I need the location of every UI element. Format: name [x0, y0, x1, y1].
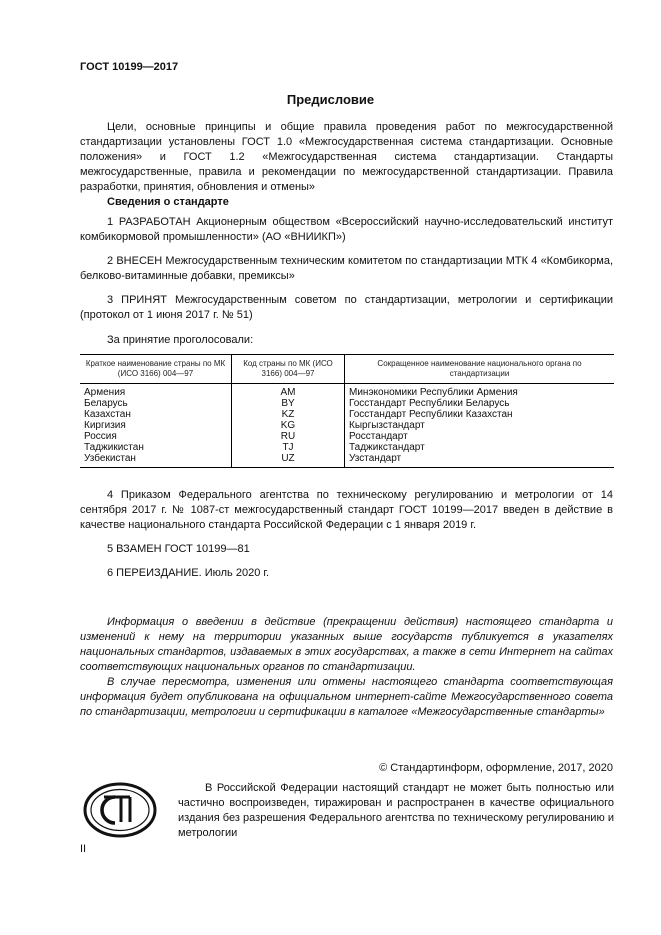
- notice-paragraph-1: Информация о введении в действие (прекращении действия) настоящего стандарта и изменений к нему на территории указанных выше государств публикуется в указателях национальных стандартов, издаваемых в этих государствах, а также в сети Интернет на сайтах соответствующих национальных органов по стандартизации.: [80, 616, 613, 673]
- item-developed: 1 РАЗРАБОТАН Акционерным обществом «Всероссийский научно-исследовательский институт комбикормовой промышленности» (АО «ВНИИКП»): [80, 216, 613, 243]
- table-header-row: [80, 355, 614, 384]
- country-code: KG: [232, 420, 345, 431]
- copyright-line: © Стандартинформ, оформление, 2017, 2020: [379, 762, 613, 774]
- standards-body: Кыргызстандарт: [349, 420, 425, 431]
- document-header: ГОСТ 10199—2017: [80, 61, 179, 73]
- item-reissue: 6 ПЕРЕИЗДАНИЕ. Июль 2020 г.: [107, 567, 270, 579]
- header-country-code: Код страны по МК (ИСО 3166) 004—97: [232, 355, 345, 384]
- country-code: TJ: [232, 442, 345, 453]
- section-title: Сведения о стандарте: [107, 196, 229, 208]
- header-country-name: Краткое наименование страны по МК (ИСО 3166) 004—97: [80, 355, 232, 384]
- table-row: [80, 409, 614, 420]
- table-row: [80, 420, 614, 431]
- item-replaces: 5 ВЗАМЕН ГОСТ 10199—81: [107, 543, 250, 555]
- country-code: UZ: [232, 453, 345, 468]
- item-order: 4 Приказом Федерального агентства по техническому регулированию и метрологии от 14 сентября 2017 г. № 1087-ст межгосударственный стандарт ГОСТ 10199—2017 введен в действие в качестве национального стандарта Российской Федерации с 1 января 2019 г.: [80, 489, 613, 531]
- table-row: [80, 431, 614, 442]
- country-name: Россия: [80, 431, 232, 442]
- table-row: [80, 453, 614, 468]
- countries-table: [80, 354, 614, 468]
- country-name: Киргизия: [80, 420, 232, 431]
- country-name: Узбекистан: [80, 453, 232, 468]
- rights-notice: В Российской Федерации настоящий стандарт не может быть полностью или частично воспроизведен, тиражирован и распространен в качестве официального издания без разрешения Федерального агентства по техническому регулированию и метрологии: [178, 782, 614, 839]
- standards-body: Госстандарт Республики Казахстан: [349, 409, 513, 420]
- item-adopted: 3 ПРИНЯТ Межгосударственным советом по стандартизации, метрологии и сертификации (протокол от 1 июня 2017 г. № 51): [80, 294, 613, 321]
- standards-body: Госстандарт Республики Беларусь: [349, 398, 510, 409]
- country-name: Таджикистан: [80, 442, 232, 453]
- country-code: KZ: [232, 409, 345, 420]
- country-name: Казахстан: [80, 409, 232, 420]
- standards-body: Таджикстандарт: [349, 442, 425, 453]
- country-code: AM: [232, 384, 345, 399]
- gost-r-logo-icon: [82, 780, 158, 840]
- vote-label: За принятие проголосовали:: [107, 334, 254, 346]
- country-code: BY: [232, 398, 345, 409]
- standards-body: Росстандарт: [349, 431, 408, 442]
- preface-title: Предисловие: [286, 92, 375, 107]
- country-code: RU: [232, 431, 345, 442]
- notice-paragraph-2: В случае пересмотра, изменения или отмены настоящего стандарта соответствующая информация будет опубликована на официальном интернет-сайте Межгосударственного совета по стандартизации, метрологии и сертификации в каталоге «Межгосударственные стандарты»: [80, 676, 613, 718]
- standards-body: Узстандарт: [345, 453, 615, 468]
- table-row: [80, 398, 614, 409]
- page-number: II: [80, 843, 87, 855]
- table-row: [80, 384, 614, 399]
- preface-intro: Цели, основные принципы и общие правила проведения работ по межгосударственной стандартизации установлены ГОСТ 1.0 «Межгосударственная система стандартизации. Основные положения» и ГОСТ 1.2 «Межгосударственная система стандартизации. Стандарты межгосударственные, правила и рекомендации по межгосударственной стандартизации. Правила разработки, принятия, обновления и отмены»: [80, 121, 613, 193]
- country-name: Беларусь: [80, 398, 232, 409]
- header-standards-body: Сокращенное наименование национального органа по стандартизации: [345, 355, 615, 384]
- table-row: [80, 442, 614, 453]
- country-name: Армения: [80, 384, 232, 399]
- standards-body: Минэкономики Республики Армения: [349, 387, 518, 398]
- item-introduced: 2 ВНЕСЕН Межгосударственным техническим комитетом по стандартизации МТК 4 «Комбикорма, белково-витаминные добавки, премиксы»: [80, 255, 613, 282]
